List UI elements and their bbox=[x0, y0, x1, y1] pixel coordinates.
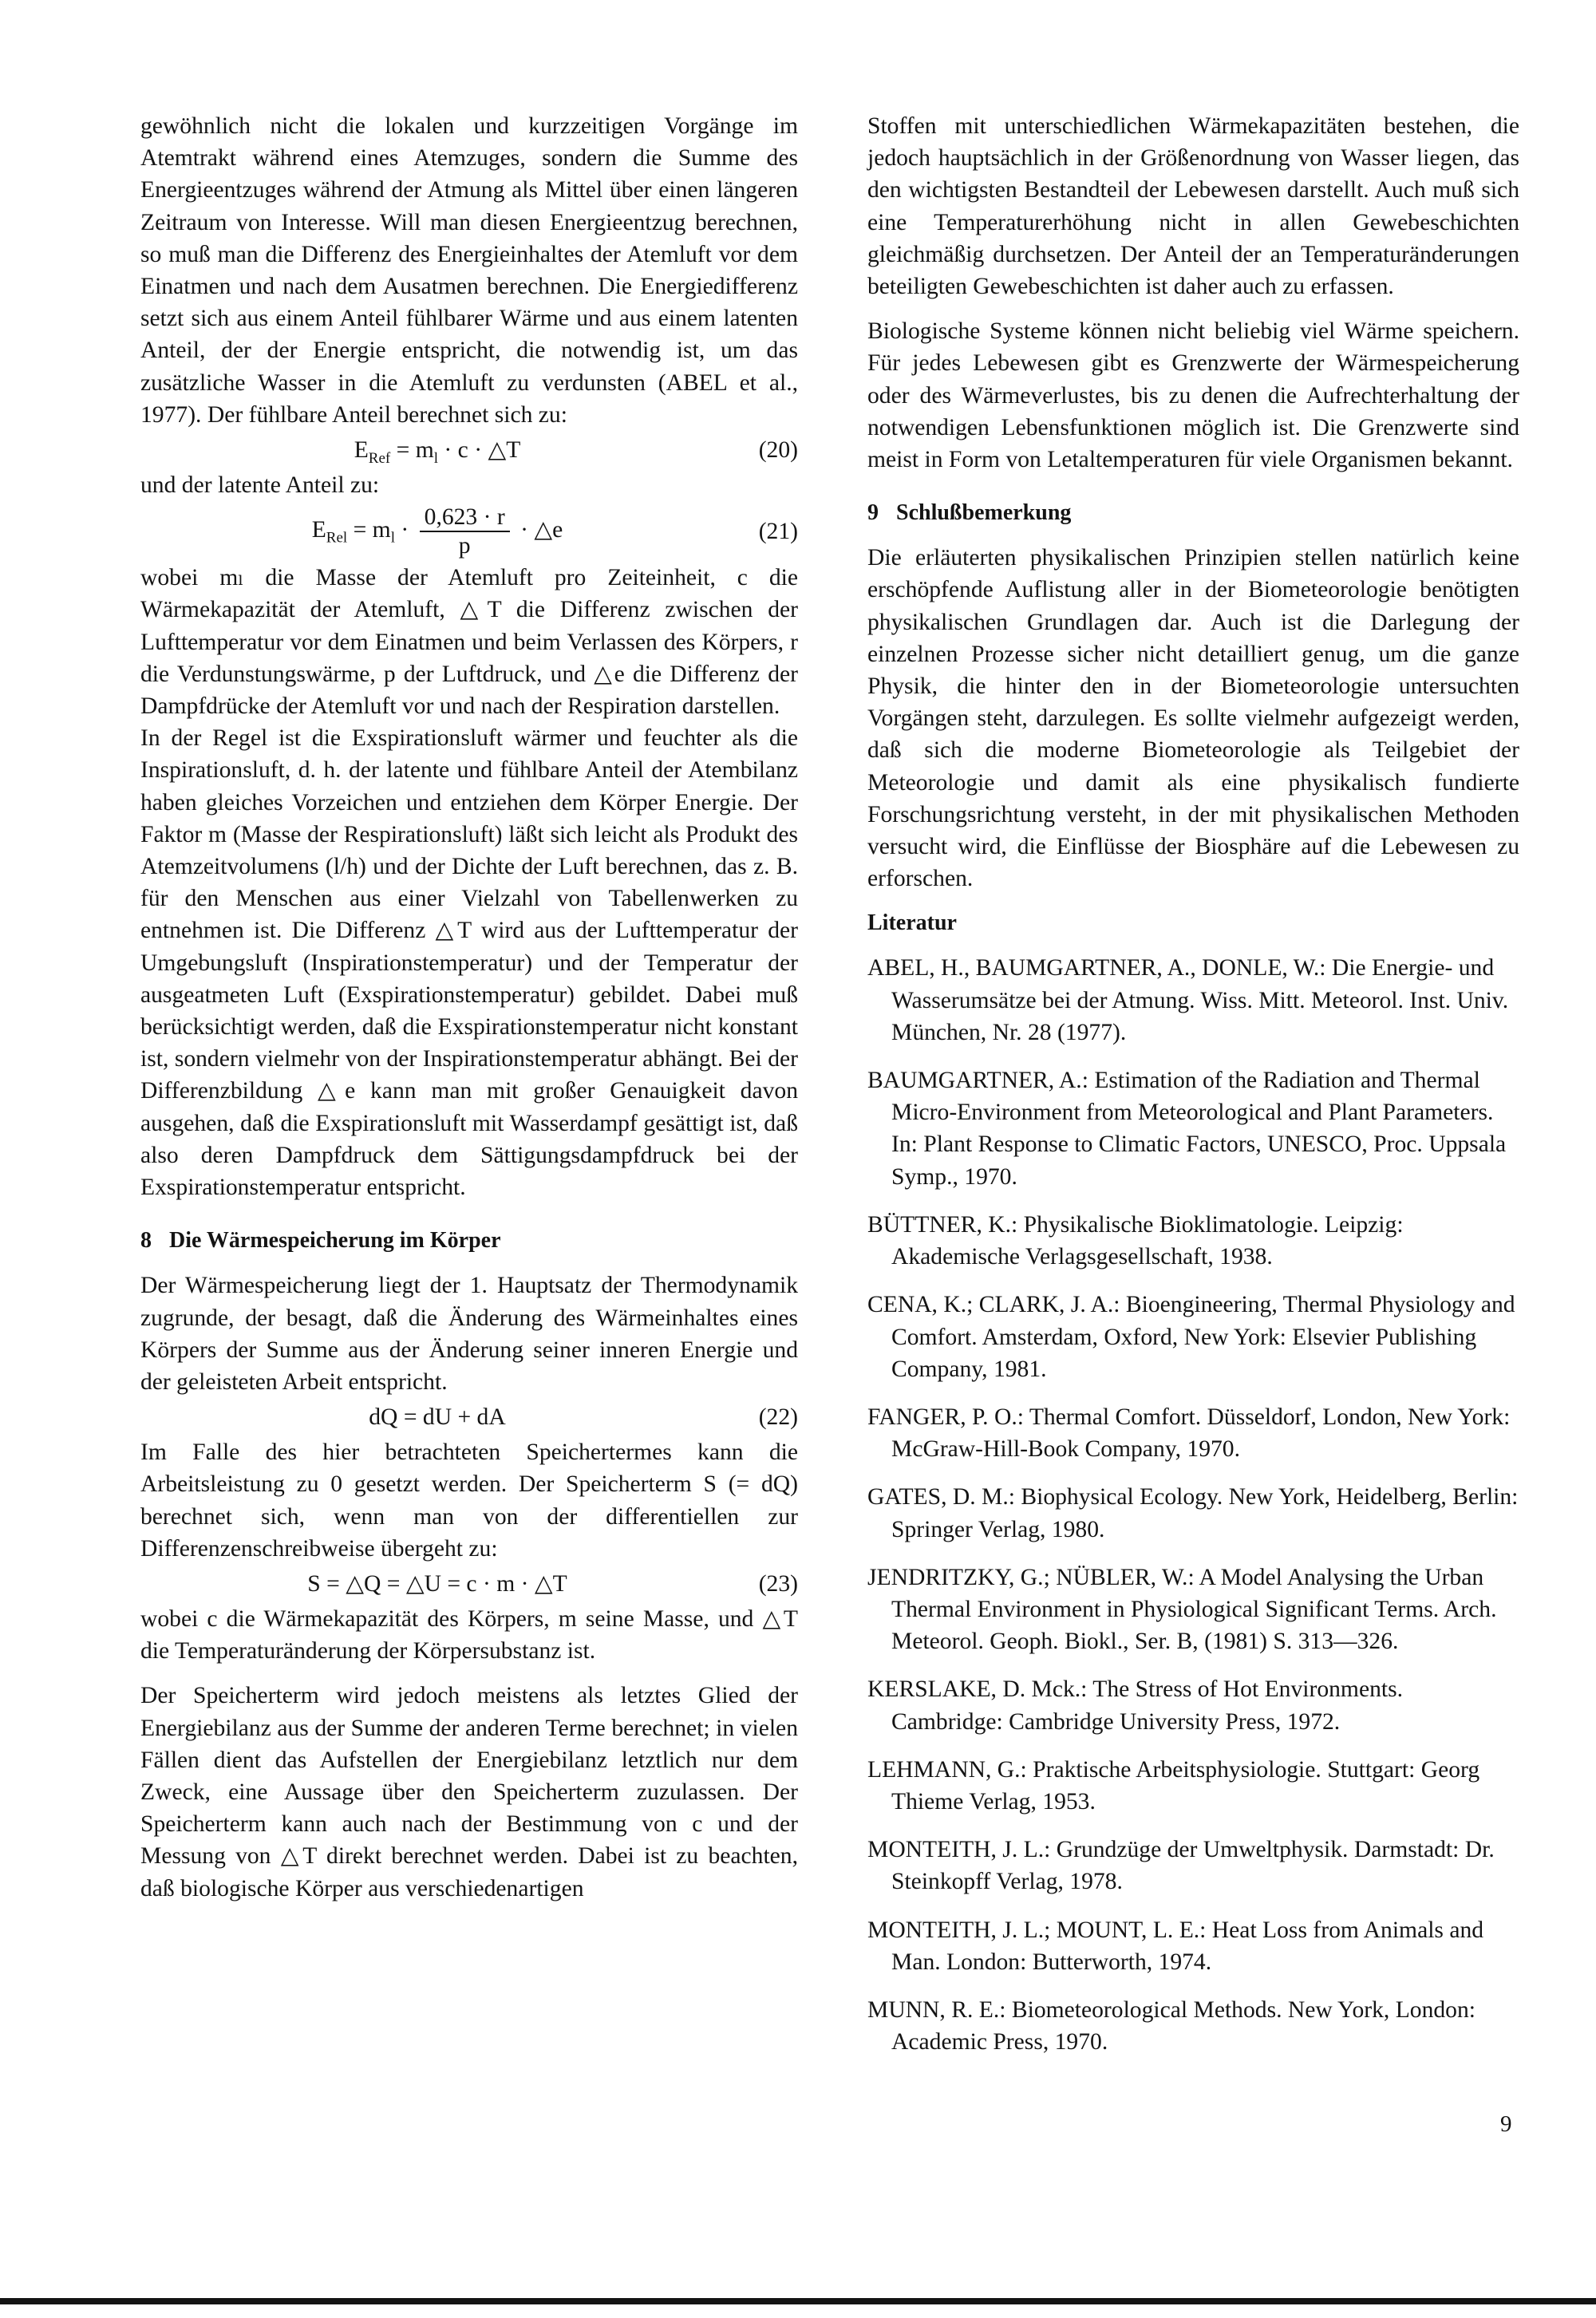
reference-item: FANGER, P. O.: Thermal Comfort. Düsseldorf, London, New York: McGraw-Hill-Book Company, 1970. bbox=[867, 1404, 1511, 1463]
page-number: 9 bbox=[1500, 2111, 1512, 2137]
right-column bbox=[867, 110, 1519, 2058]
equation-expression: $E_{Ref} = m_l \cdot c$ · △T bbox=[354, 436, 521, 467]
paragraph: und der latente Anteil zu: bbox=[140, 472, 380, 499]
paragraph: Im Falle des hier betrachteten Speichertermes kann die Arbeitsleistung zu 0 gesetzt werden. Der Speicherterm S (= dQ) berechnet sich, wenn man von der differentiellen zur Differenzenschreibweise übergeht zu: bbox=[140, 1439, 798, 1562]
reference-item: MONTEITH, J. L.; MOUNT, L. E.: Heat Loss from Animals and Man. London: Butterworth, 1974. bbox=[867, 1917, 1484, 1975]
section-heading-9: 9 Schlußbemerkung bbox=[867, 500, 1072, 526]
equation-expression: $E_{Rel} = m_l$ · $\frac{0,623 \cdot r}{p}$ · △e bbox=[311, 504, 563, 559]
reference-item: KERSLAKE, D. Mck.: The Stress of Hot Environments. Cambridge: Cambridge University Press, 1972. bbox=[867, 1676, 1404, 1735]
equation-21 bbox=[140, 501, 798, 562]
reference-item: GATES, D. M.: Biophysical Ecology. New York, Heidelberg, Berlin: Springer Verlag, 1980. bbox=[867, 1484, 1519, 1542]
section-heading-8: 8 Die Wärmespeicherung im Körper bbox=[140, 1228, 501, 1254]
equation-22 bbox=[140, 1398, 798, 1436]
fraction-denominator: p bbox=[458, 533, 471, 559]
reference-item: MUNN, R. E.: Biometeorological Methods. New York, London: Academic Press, 1970. bbox=[867, 1996, 1476, 2055]
equation-expression: dQ = dU + dA bbox=[369, 1404, 506, 1430]
left-column bbox=[140, 110, 798, 1905]
equation-expression: S = △Q = △U = c · m · △T bbox=[307, 1570, 567, 1597]
equation-number: (22) bbox=[758, 1404, 798, 1430]
equation-number: (23) bbox=[758, 1570, 798, 1597]
paragraph: gewöhnlich nicht die lokalen und kurzzeitigen Vorgänge im Atemtrakt während eines Atemzuges, sondern die Summe des Energieentzuges während der Atmung als Mittel über einen längeren Zeitraum von Interesse. Will man diesen Energieentzug berechnen, so muß man die Differenz des Energieinhaltes der Atemluft vor dem Einatmen und nach dem Ausatmen berechnen. Die Energiedifferenz setzt sich aus einem Anteil fühlbarer Wärme und aus einem latenten Anteil, der der Energie entspricht, die notwendig ist, um das zusätzliche Wasser in die Atemluft zu verdunsten (ABEL et al., 1977). Der fühlbare Anteil berechnet sich zu: bbox=[140, 113, 798, 428]
fraction-numerator: 0,623 · r bbox=[420, 503, 510, 532]
reference-list bbox=[867, 952, 1519, 2058]
fraction bbox=[420, 503, 510, 559]
paragraph: Der Wärmespeicherung liegt der 1. Hauptsatz der Thermodynamik zugrunde, der besagt, daß die Änderung des Wärmeinhaltes eines Körpers der Summe aus der Änderung seiner inneren Energie und der geleisteten Arbeit entspricht. bbox=[140, 1273, 798, 1395]
equation-20 bbox=[140, 431, 798, 469]
reference-item: ABEL, H., BAUMGARTNER, A., DONLE, W.: Die Energie- und Wasserumsätze bei der Atmung. Wiss. Mitt. Meteorol. Inst. Univ. München, Nr. 28 (1977). bbox=[867, 955, 1509, 1045]
reference-item: MONTEITH, J. L.: Grundzüge der Umweltphysik. Darmstadt: Dr. Steinkopff Verlag, 1978. bbox=[867, 1837, 1495, 1895]
equation-23 bbox=[140, 1565, 798, 1603]
reference-item: JENDRITZKY, G.; NÜBLER, W.: A Model Analysing the Urban Thermal Environment in Physiological Significant Terms. Arch. Meteorol. Geoph. Biokl., Ser. B, (1981) S. 313—326. bbox=[867, 1564, 1497, 1655]
paragraph: Stoffen mit unterschiedlichen Wärmekapazitäten bestehen, die jedoch hauptsächlich in der Größenordnung von Wasser liegen, das den wichtigsten Bestandteil der Lebewesen darstellt. Auch muß sich eine Temperaturerhöhung nicht in allen Gewebeschichten gleichmäßig durchsetzen. Der Anteil der an Temperaturänderungen beteiligten Gewebeschichten ist daher auch zu erfassen. bbox=[867, 113, 1519, 300]
equation-number: (20) bbox=[758, 436, 798, 463]
paragraph: Die erläuterten physikalischen Prinzipien stellen natürlich keine erschöpfende Auflistung aller in der Biometeorologie benötigten physikalischen Grundlagen dar. Auch ist die Darlegung der einzelnen Prozesse sicher nicht detailliert genug, um die ganze Physik, die hinter den in der Biometeorologie untersuchten Vorgängen steht, darzulegen. Es sollte vielmehr aufgezeigt werden, daß sich die moderne Biometeorologie als Teilgebiet der Meteorologie und damit als eine physikalisch fundierte Forschungsrichtung versteht, in der mit physikalischen Methoden versucht wird, die Einflüsse der Biosphäre auf die Lebewesen zu erforschen. bbox=[867, 545, 1519, 892]
footer-rule bbox=[0, 2298, 1596, 2304]
paragraph: wobei mₗ die Masse der Atemluft pro Zeiteinheit, c die Wärmekapazität der Atemluft, △T die Differenz zwischen der Lufttemperatur vor dem Einatmen und beim Verlassen des Körpers, r die Verdunstungswärme, p der Luftdruck, und △e die Differenz der Dampfdrücke der Atemluft vor und nach der Respiration darstellen. bbox=[140, 565, 798, 720]
equation-number: (21) bbox=[758, 519, 798, 545]
paragraph: wobei c die Wärmekapazität des Körpers, m seine Masse, und △T die Temperaturänderung der Körpersubstanz ist. bbox=[140, 1605, 798, 1664]
reference-item: BAUMGARTNER, A.: Estimation of the Radiation and Thermal Micro-Environment from Meteorological and Plant Parameters. In: Plant Response to Climatic Factors, UNESCO, Proc. Uppsala Symp., 1970. bbox=[867, 1068, 1507, 1190]
literature-heading: Literatur bbox=[867, 910, 957, 936]
reference-item: BÜTTNER, K.: Physikalische Bioklimatologie. Leipzig: Akademische Verlagsgesellschaft, 1938. bbox=[867, 1211, 1404, 1270]
reference-item: CENA, K.; CLARK, J. A.: Bioengineering, Thermal Physiology and Comfort. Amsterdam, Oxford, New York: Elsevier Publishing Company, 1981. bbox=[867, 1292, 1515, 1382]
paragraph: Der Speicherterm wird jedoch meistens als letztes Glied der Energiebilanz aus der Summe der anderen Terme berechnet; in vielen Fällen dient das Aufstellen der Energiebilanz letztlich nur dem Zweck, eine Aussage über den Speicherterm zuzulassen. Der Speicherterm kann auch nach der Bestimmung von c und der Messung von △T direkt berechnet werden. Dabei ist zu beachten, daß biologische Körper aus verschiedenartigen bbox=[140, 1683, 798, 1901]
paragraph: Biologische Systeme können nicht beliebig viel Wärme speichern. Für jedes Lebewesen gibt es Grenzwerte der Wärmespeicherung oder des Wärmeverlustes, bis zu denen die Aufrechterhaltung der notwendigen Lebensfunktionen möglich ist. Die Grenzwerte sind meist in Form von Letaltemperaturen für viele Organismen bekannt. bbox=[867, 318, 1519, 473]
reference-item: LEHMANN, G.: Praktische Arbeitsphysiologie. Stuttgart: Georg Thieme Verlag, 1953. bbox=[867, 1756, 1480, 1815]
paragraph: In der Regel ist die Exspirationsluft wärmer und feuchter als die Inspirationsluft, d. h. der latente und fühlbare Anteil der Atembilanz haben gleiches Vorzeichen und entziehen dem Körper Energie. Der Faktor m (Masse der Respirationsluft) läßt sich leicht als Produkt des Atemzeitvolumens (l/h) und der Dichte der Luft berechnen, das z. B. für den Menschen aus einer Vielzahl von Tabellenwerken zu entnehmen ist. Die Differenz △T wird aus der Lufttemperatur der Umgebungsluft (Inspirationstemperatur) und der Temperatur der ausgeatmeten Luft (Exspirationstemperatur) gebildet. Dabei muß berücksichtigt werden, daß die Exspirationstemperatur nicht konstant ist, sondern vielmehr von der Inspirationstemperatur abhängt. Bei der Differenzbildung △e kann man mit großer Genauigkeit davon ausgehen, daß die Exspirationsluft mit Wasserdampf gesättigt ist, daß also deren Dampfdruck dem Sättigungsdampfdruck bei der Exspirationstemperatur entspricht. bbox=[140, 725, 798, 1201]
